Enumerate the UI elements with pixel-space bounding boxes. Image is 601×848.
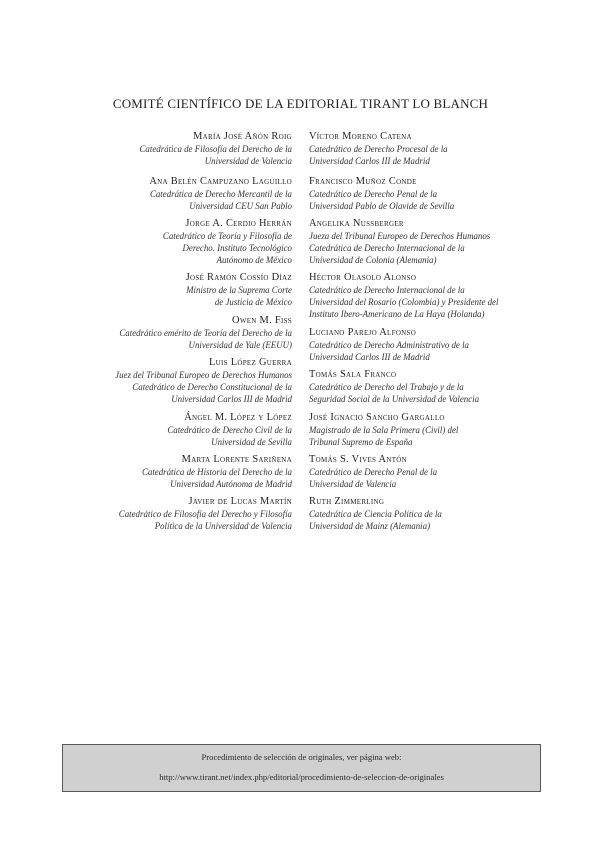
affiliation-line: Catedrática de Filosofía del Derecho de la — [139, 144, 292, 154]
affiliation-line: Catedrático de Filosofía del Derecho y Filosofía — [118, 509, 292, 519]
committee-member — [309, 271, 549, 320]
affiliation-line: Universidad Carlos III de Madrid — [171, 394, 292, 405]
affiliation-line: Catedrático de Derecho Procesal de la — [309, 144, 448, 154]
committee-member — [42, 356, 292, 405]
committee-member — [309, 411, 549, 448]
member-name: Ángel M. López y López — [184, 412, 292, 423]
committee-member — [42, 453, 292, 490]
affiliation-line: Catedrático de Derecho Civil de la — [167, 425, 292, 435]
member-name: Marta Lorente Sariñena — [181, 454, 292, 465]
affiliation-line: Ministro de la Suprema Corte — [186, 285, 292, 295]
affiliation-line: Magistrado de la Sala Primera (Civil) del — [309, 425, 459, 435]
member-name: Francisco Muñoz Conde — [309, 176, 417, 187]
member-name: María José Añón Roig — [193, 131, 292, 142]
member-affiliation — [309, 284, 549, 320]
committee-member — [42, 130, 292, 167]
affiliation-line: Catedrática de Historia del Derecho de la — [141, 467, 292, 477]
member-affiliation — [309, 381, 549, 405]
member-name: Tomás Sala Franco — [309, 369, 397, 380]
member-affiliation — [309, 508, 549, 532]
affiliation-line: Tribunal Supremo de España — [309, 437, 413, 448]
selection-procedure-text: Procedimiento de selección de originales, ver página web: — [201, 752, 402, 762]
member-affiliation — [42, 327, 292, 351]
affiliation-line: Instituto Ibero-Americano de La Haya (Holanda) — [309, 309, 485, 320]
member-name: José Ignacio Sancho Gargallo — [309, 412, 445, 423]
affiliation-line: Política de la Universidad de Valencia — [154, 521, 292, 532]
member-affiliation — [42, 466, 292, 490]
affiliation-line: Autónomo de México — [216, 255, 292, 266]
selection-procedure-link[interactable]: http://www.tirant.net/index.php/editorial/procedimiento-de-seleccion-de-originales — [159, 772, 444, 782]
affiliation-line: Universidad Carlos III de Madrid — [309, 156, 430, 167]
member-name: Angelika Nussberger — [309, 218, 404, 229]
affiliation-line: Jueza del Tribunal Europeo de Derechos Humanos — [309, 231, 491, 241]
affiliation-line: Universidad del Rosario (Colombia) y Presidente del — [309, 297, 499, 308]
affiliation-line: Catedrático de Teoría y Filosofía de — [162, 231, 292, 241]
member-name: Tomás S. Vives Antón — [309, 454, 407, 465]
member-affiliation — [309, 339, 549, 363]
member-affiliation — [42, 424, 292, 448]
member-name: José Ramón Cossío Díaz — [185, 272, 292, 283]
affiliation-line: Universidad Pablo de Olavide de Sevilla — [309, 201, 455, 212]
committee-member — [309, 368, 549, 405]
selection-procedure-box — [62, 744, 541, 792]
member-affiliation — [42, 230, 292, 266]
member-affiliation — [42, 369, 292, 405]
affiliation-line: Catedrática de Derecho Internacional de la — [309, 243, 465, 254]
affiliation-line: de Justicia de México — [214, 297, 292, 308]
committee-member — [309, 495, 549, 532]
affiliation-line: Universidad CEU San Pablo — [189, 201, 292, 212]
affiliation-line: Universidad de Mainz (Alemania) — [309, 521, 431, 532]
member-name: Owen M. Fiss — [232, 315, 292, 326]
affiliation-line: Universidad de Yale (EEUU) — [188, 340, 292, 351]
committee-member — [42, 411, 292, 448]
affiliation-line: Catedrática de Ciencia Política de la — [309, 509, 442, 519]
member-name: Héctor Olasolo Alonso — [309, 272, 417, 283]
committee-member — [309, 453, 549, 490]
member-affiliation — [309, 188, 549, 212]
member-name: Jorge A. Cerdio Herrán — [185, 218, 292, 229]
affiliation-line: Juez del Tribunal Europeo de Derechos Humanos — [115, 370, 292, 380]
page-title: COMITÉ CIENTÍFICO DE LA EDITORIAL TIRANT LO BLANCH — [112, 96, 489, 111]
member-affiliation — [42, 143, 292, 167]
member-affiliation — [42, 284, 292, 308]
affiliation-line: Universidad de Colonia (Alemania) — [309, 255, 437, 266]
committee-member — [42, 271, 292, 308]
affiliation-line: Catedrático de Derecho Penal de la — [309, 467, 438, 477]
committee-member — [309, 326, 549, 363]
affiliation-line: Seguridad Social de la Universidad de Valencia — [309, 394, 480, 405]
committee-member — [309, 175, 549, 212]
member-name: Javier de Lucas Martín — [188, 496, 292, 507]
member-affiliation — [309, 230, 549, 266]
affiliation-line: Catedrático emérito de Teoría del Derecho de la — [119, 328, 292, 338]
affiliation-line: Catedrática de Derecho Mercantil de la — [149, 189, 292, 199]
affiliation-line: Universidad de Valencia — [204, 156, 292, 167]
committee-member — [42, 495, 292, 532]
committee-member — [42, 175, 292, 212]
committee-member — [309, 217, 549, 266]
affiliation-line: Universidad Autónoma de Madrid — [170, 479, 292, 490]
affiliation-line: Catedrático de Derecho Constitucional de la — [132, 382, 292, 393]
member-affiliation — [309, 143, 549, 167]
affiliation-line: Universidad Carlos III de Madrid — [309, 352, 430, 363]
member-name: Ruth Zimmerling — [309, 496, 385, 507]
member-name: Luis López Guerra — [209, 357, 292, 368]
affiliation-line: Universidad de Valencia — [309, 479, 397, 490]
committee-member — [309, 130, 549, 167]
member-affiliation — [309, 466, 549, 490]
committee-member — [42, 314, 292, 351]
affiliation-line: Catedrático de Derecho del Trabajo y de la — [309, 382, 464, 392]
committee-member — [42, 217, 292, 266]
affiliation-line: Universidad de Sevilla — [211, 437, 292, 448]
member-name: Víctor Moreno Catena — [309, 131, 412, 142]
affiliation-line: Catedrático de Derecho Internacional de la — [309, 285, 465, 295]
affiliation-line: Catedrático de Derecho Penal de la — [309, 189, 438, 199]
member-affiliation — [42, 508, 292, 532]
affiliation-line: Catedrático de Derecho Administrativo de la — [309, 340, 469, 350]
member-affiliation — [309, 424, 549, 448]
member-affiliation — [42, 188, 292, 212]
affiliation-line: Derecho. Instituto Tecnológico — [182, 243, 292, 254]
member-name: Ana Belén Campuzano Laguillo — [149, 176, 292, 187]
member-name: Luciano Parejo Alfonso — [309, 327, 417, 338]
